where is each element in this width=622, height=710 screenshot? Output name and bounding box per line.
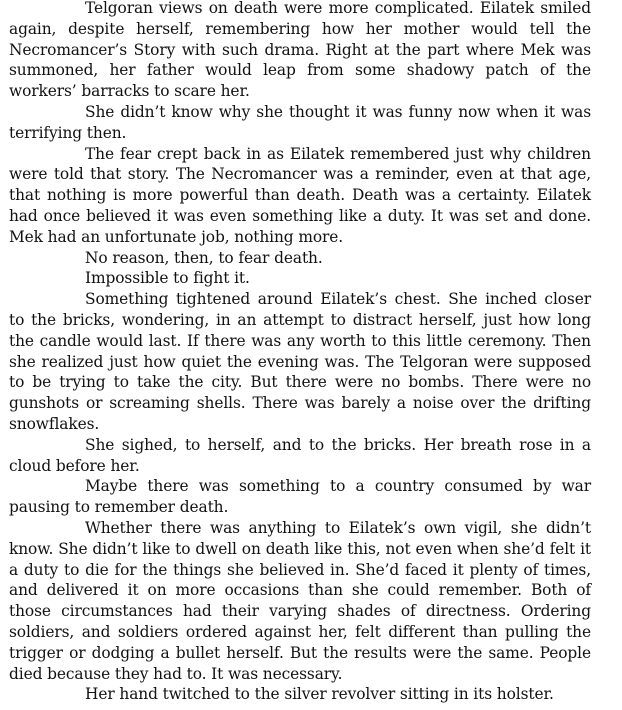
paragraph: Impossible to fight it. <box>85 269 250 288</box>
paragraph: She didn’t know why she thought it was funny now when it was terrifying then. <box>9 102 591 142</box>
paragraph: Telgoran views on death were more complicated. Eilatek smiled again, despite herself, remembering how her mother would tell the Necromancer’s Story with such drama. Right at the part where Mek was summoned, her father would leap from some shadowy patch of the workers’ barracks to scare her. <box>9 0 591 101</box>
document-body <box>9 0 591 705</box>
paragraph: Maybe there was something to a country consumed by war pausing to remember death. <box>9 477 591 517</box>
paragraph: Whether there was anything to Eilatek’s own vigil, she didn’t know. She didn’t like to dwell on death like this, not even when she’d felt it a duty to die for the things she believed in. She’d faced it plenty of times, and delivered it on more occasions than she could remember. Both of those circumstances had their varying shades of directness. Ordering soldiers, and soldiers ordered against her, felt different than pulling the trigger or dodging a bullet herself. But the results were the same. People died because they had to. It was necessary. <box>9 518 591 683</box>
paragraph: Her hand twitched to the silver revolver sitting in its holster. <box>85 685 554 704</box>
paragraph: No reason, then, to fear death. <box>85 248 323 267</box>
paragraph: Something tightened around Eilatek’s chest. She inched closer to the bricks, wondering, in an attempt to distract herself, just how long the candle would last. If there was any worth to this little ceremony. Then she realized just how quiet the evening was. The Telgoran were supposed to be trying to take the city. But there were no bombs. There were no gunshots or screaming shells. There was barely a noise over the drifting snowflakes. <box>9 290 591 433</box>
paragraph: She sighed, to herself, and to the bricks. Her breath rose in a cloud before her. <box>9 435 591 475</box>
paragraph: The fear crept back in as Eilatek remembered just why children were told that story. The Necromancer was a reminder, even at that age, that nothing is more powerful than death. Death was a certainty. Eilatek had once believed it was even something like a duty. It was set and done. Mek had an unfortunate job, nothing more. <box>9 144 591 246</box>
